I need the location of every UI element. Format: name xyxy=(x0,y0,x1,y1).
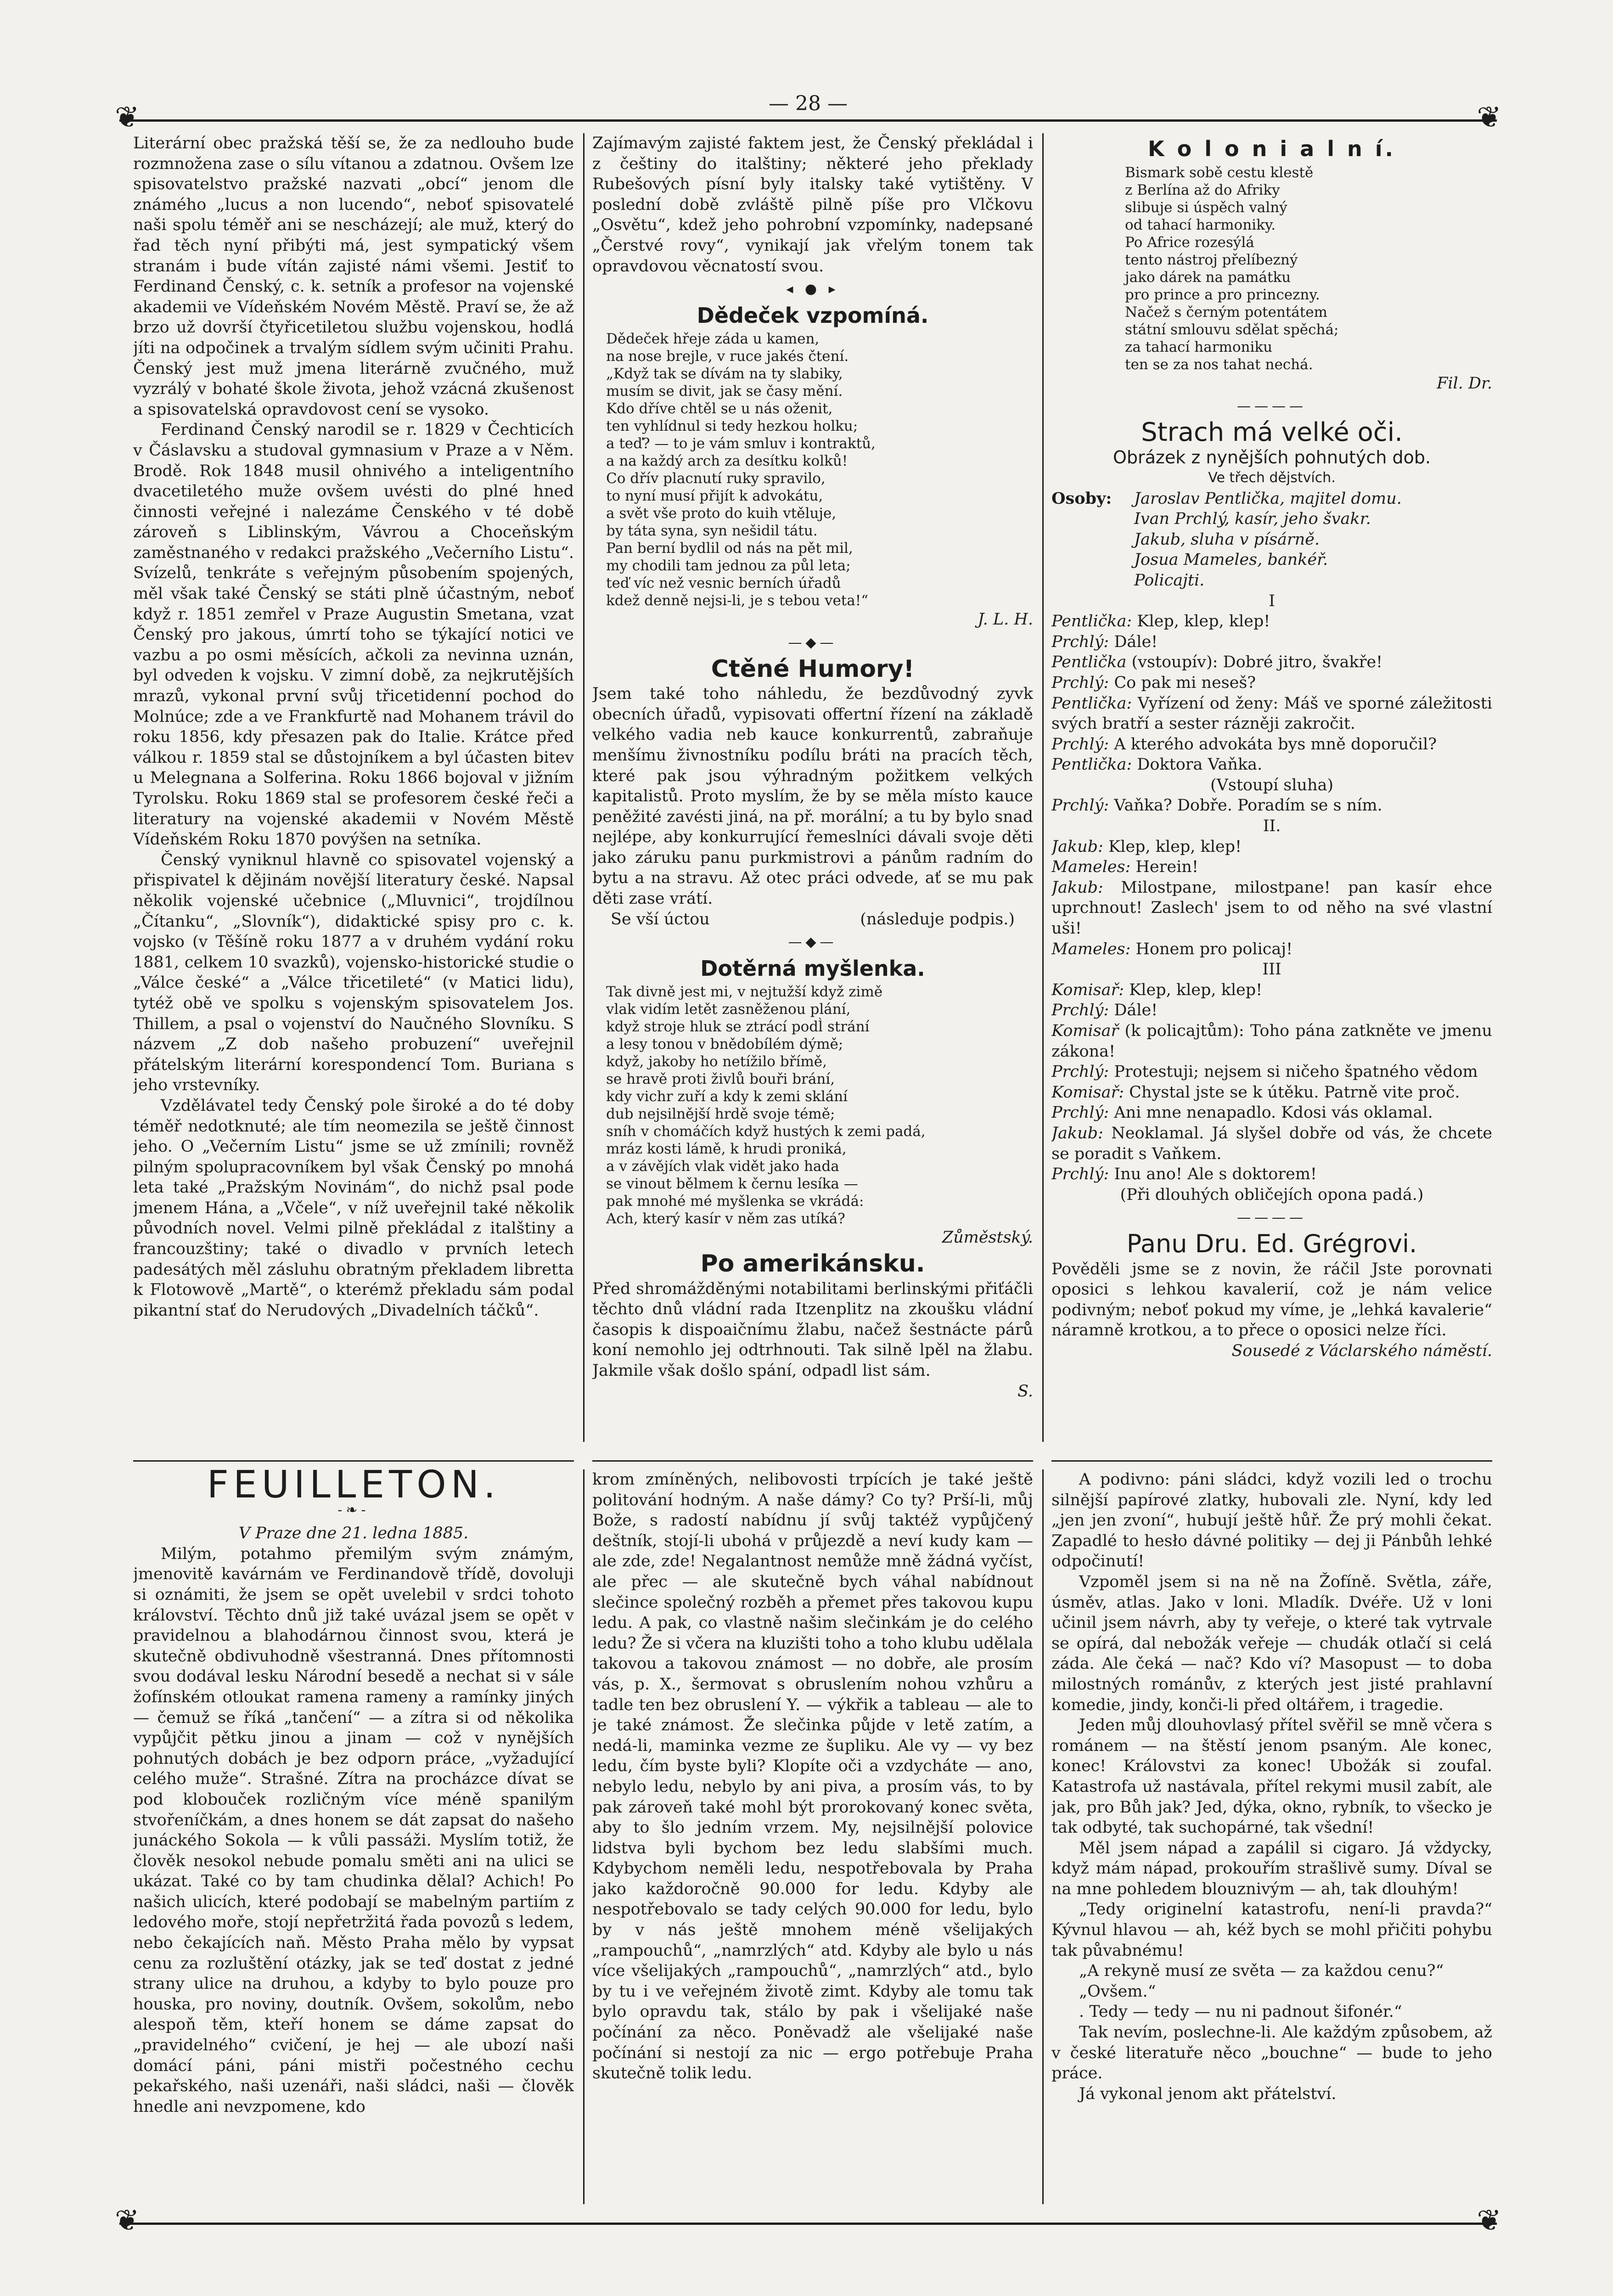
poem-title: K o l o n i a l n í. xyxy=(1147,136,1396,161)
speaker: Pentlička: xyxy=(1051,612,1132,631)
paragraph: Pověděli jsme se z novin, že ráčil Jste porovnati oposici s lehkou kavalerií, což je nám velice podivným; neboť pokud my víme, je „lehká kavalerie“ náramně krotkou, a to přece o oposici nelze říci. xyxy=(1051,1260,1492,1340)
act-number: III xyxy=(1262,960,1281,979)
poem-line: když, jakoby ho netížilo břímě, xyxy=(606,1053,827,1070)
poem-line: by táta syna, syn nešidil tátu. xyxy=(606,523,818,540)
column-divider xyxy=(583,133,585,1442)
speaker: Jakub: xyxy=(1051,1124,1103,1142)
act-number: I xyxy=(1269,591,1275,610)
speaker: Pentlička: xyxy=(1051,755,1132,774)
poem-line: kdy vichr zuří a kdy k zemi sklání xyxy=(606,1088,848,1105)
poem-line: se vinout bělmem k černu lesíka — xyxy=(606,1176,858,1193)
poem-line: a na každý arch za desítku kolků! xyxy=(606,453,848,470)
section-rule xyxy=(592,1460,1033,1462)
poem-line: ten se za nos tahat nechá. xyxy=(1125,356,1313,373)
line: Vaňka? Dobře. Poradím se s ním. xyxy=(1114,796,1383,815)
speaker: Mameles: xyxy=(1051,940,1131,958)
column-1 xyxy=(133,133,574,1456)
dialogue xyxy=(1051,837,1492,960)
line: (vstoupív): Dobré jitro, švakře! xyxy=(1131,653,1383,672)
poem-title: Dědeček vzpomíná. xyxy=(697,303,929,328)
paragraph: Já vykonal jenom akt přátelství. xyxy=(1079,2084,1337,2103)
section-title: Strach má velké oči. xyxy=(1141,417,1403,447)
poem-line: a svět vše proto do kuih vtěluje, xyxy=(606,505,837,522)
paragraph: Vzdělávatel tedy Čenský pole široké a do té doby téměř nedotknuté; ale tím neomezila se ještě činnost jeho. O „Večerním Listu“ jsme se už zmínili; rovněž pilným spolupracovníkem byl však Čenský po mnohá leta také „Pražským Novinám“, do nichž psal pode jmenem Hána, a „Včele“, v níž uveřejnil také několik původních novel. Velmi pilně překládal z italštiny a francouzštiny; také o divadlo v prvních letech padesátých měl zásluhu obratným překladem libretta k Flotowově „Martě“, o kterémž překladu sám podal pikantní stať do Nerudových „Divadelních táčků“. xyxy=(133,1096,574,1320)
poem-line: mráz kosti lámě, k hrudi proniká, xyxy=(606,1141,847,1158)
paragraph: A podivno: páni sládci, když vozili led o trochu silnější papírové zlatky, hubovali zle. Nyní, kdy led „jen jen zvoní“, hubují ještě hůř. Že prý mohli čekat. Zapadlé to hesło dávné politiky — dej ji Pánbůh lehké odpočinutí! xyxy=(1051,1470,1492,1571)
poem-line: kdež denně nejsi-li, je s tebou veta!“ xyxy=(606,592,869,609)
feuilleton-column xyxy=(133,1469,574,2213)
line: Ani mne nenapadlo. Kdosi vás oklamal. xyxy=(1114,1103,1433,1122)
paragraph: „Tedy originelní katastrofu, není-li pravda?“ Kývnul hlavou — ah, kéž bych se mohl přičiti pohybu tak půvabnému! xyxy=(1051,1900,1492,1960)
poem-line: musím se divit, jak se časy mění. xyxy=(606,383,843,400)
page-number: — 28 — xyxy=(769,92,848,115)
paragraph: Milým, potahmo přemilým svým známým, jmenovitě kavárnám ve Ferdinandově třídě, dovoluji si oznámiti, že jsem se opět uvelebil v srdci tohoto království. Těchto dnů již také uvázal jsem se opět v pravidelnou a blahodárnou činnost svou, která je skutečně obdivuhodně všestranná. Dnes přítomnosti svou dodával lesku Národní besedě a nechat si v sále žofínském otloukat ramena rameny a ramínky jiných — čemuž se říká „tančení“ — a zítra si od několika vypůjčit pětku jinou a jinam — což v nynějších pohnutých dobách je bez odporn práce, „vyžadující celého muže“. Strašné. Zítra na procházce dívat se pod klobouček rozličným více méně spanilým stvořeníčkám, a dnes honem se dát zapsat do našeho junáckého Sokola — k vůli passáži. Myslím totiž, že člověk nesokol nebude pomalu směti ani na ulici se ukázat. Také co by tam chudinka dělal? Achich! Po našich ulicích, které podobají se mabelným partiím z ledového moře, stojí nepřetržitá řada povozů s ledem, nebo čekajících naň. Město Praha mělo by vypsat cenu za rozluštění otázky, jak se teď dostat z jedné strany ulice na druhou, a kdyby to bylo pouze pro houska, pro noviny, doutník. Ovšem, sokolům, nebo alespoň těm, kteří honem se dáme zapsat do „pravidelného“ cvičení, je hej — ale ubozí naši domácí páni, páni mistři počestného cechu pekařského, naši uzenáři, naši sládci, naši — člověk hnedle ani nevzpomene, kdo xyxy=(133,1544,574,2116)
paragraph: . Tedy — tedy — nu ni padnout šifonér.“ xyxy=(1079,2003,1402,2021)
poem-line: Co dřív placnutí ruky spravilo, xyxy=(606,470,826,487)
poem-line: tento nástroj přelíbezný xyxy=(1125,251,1298,268)
speaker: Pentlička xyxy=(1051,653,1127,672)
poem-line: Tak divně jest mi, v nejtužší když zimě xyxy=(606,984,883,1001)
separator-icon: —◆— xyxy=(788,934,837,951)
newspaper-page xyxy=(115,83,1501,2268)
subtitle: Ve třech dějstvích. xyxy=(1208,469,1336,486)
separator-icon: ———— xyxy=(1237,398,1307,415)
line: Neoklamal. Já slyšel dobře od vás, že chcete se poradit s Vaňkem. xyxy=(1051,1124,1492,1163)
signature: Sousedé z Václarského náměstí. xyxy=(1231,1341,1492,1360)
speaker: Prchlý: xyxy=(1051,1063,1109,1081)
cast-member: Jakub, sluha v písárně. xyxy=(1134,530,1320,549)
paragraph: Před shromážděnými notabilitami berlinskými přiťáčli těchto dnů vládní rada Itzenplitz na zkoušku vládní časopis k dispoaičnímu žlabu, načež šestnácte párů koní nemohlo jej odtrhnouti. Tak silně lpěl na žlabu. Jakmile však došlo spání, odpadl list sám. xyxy=(592,1279,1033,1380)
dateline: V Praze dne 21. ledna 1885. xyxy=(238,1524,469,1543)
poem-line: to nyní musí přijít k advokátu, xyxy=(606,488,823,505)
right-ornament-icon: ❦ xyxy=(1477,101,1501,135)
paragraph: Jeden můj dlouhovlasý přítel svěřil se mně včera s románem — na štěstí jenom psaným. Ale konec, konec! Královstvi za konec! Ubožák si zoufal. Katastrofa už nastávala, přítel rekymi musil zabít, ale jak, pro Bůh jak? Jed, dýka, okno, rybník, to všecko je tak odbyté, tak suchopárné, tak všední! xyxy=(1051,1716,1492,1837)
line: Klep, klep, klep! xyxy=(1129,980,1263,999)
poem-line: pro prince a pro princezny. xyxy=(1125,286,1320,303)
poem-line: za tahací harmoniku xyxy=(1125,338,1273,355)
column-divider xyxy=(1042,1469,1044,2204)
section-rule xyxy=(133,1460,574,1462)
cast-label: Osoby: xyxy=(1051,489,1112,508)
speaker: Jakub: xyxy=(1051,878,1103,897)
section-rule xyxy=(1051,1460,1492,1462)
separator-icon: ◂ ● ▸ xyxy=(786,281,839,298)
speaker: Prchlý: xyxy=(1051,1103,1109,1122)
signature: Fil. Dr. xyxy=(1437,374,1492,393)
section-title: Panu Dru. Ed. Grégrovi. xyxy=(1126,1229,1417,1258)
poem-line: Načež s černým potentátem xyxy=(1125,304,1327,321)
poem-line: Pan berní bydlil od nás na pět mil, xyxy=(606,540,853,557)
poem-line: když stroje hluk se ztrácí podl̀ strání xyxy=(606,1019,870,1035)
cast-member: Josua Mameles, bankéř. xyxy=(1134,551,1328,569)
line: Vyřízení od ženy: Máš ve sporné záležitosti svých bratří a sester rázněji zakročit. xyxy=(1051,694,1492,733)
paragraph: Zajímavým zajisté faktem jest, že Čenský překládal i z češtiny do italštiny; některé jeho překlady Rubešových písní byly italsky také vytištěny. V poslední době zvláště pilně píše pro Vlčkovu „Osvětu“, kdež jeho pohrobní vzpomínky, nadepsané „Čerstvé rovy“, vynikají jak vřelým tonem tak opravdovou věcnatostí svou. xyxy=(592,134,1033,276)
paragraph: Tak nevím, poslechne-li. Ale každým způsobem, až v české literatuře něco „bouchne“ — bude to jeho práce. xyxy=(1051,2023,1492,2083)
dialogue xyxy=(1051,980,1492,1205)
line: Chystal jste se k útěku. Patrně vite proč. xyxy=(1129,1083,1460,1102)
line: Herein! xyxy=(1135,858,1198,877)
column-divider xyxy=(1042,133,1044,1442)
cast-member: Policajti. xyxy=(1134,571,1205,590)
subtitle: Obrázek z nynějších pohnutých dob. xyxy=(1113,447,1431,468)
act-number: II. xyxy=(1263,817,1281,836)
feuilleton-title: FEUILLETON. xyxy=(207,1469,500,1507)
poem-line: pak mnohé mé myšlenka se vkrádá: xyxy=(606,1193,864,1210)
left-ornament-icon: ❦ xyxy=(115,101,140,135)
section-title: Ctěné Humory! xyxy=(711,655,915,683)
paragraph: Ferdinand Čenský narodil se r. 1829 v Čechticích v Čáslavsku a studoval gymnasium v Praze a v Něm. Brodě. Rok 1848 musil ohnivého a inteligentního dvacetiletého muže ovšem uvésti do plné hned činnosti veřejné i nalezáme Čenského v té době zároveň s Liblinským, Vávrou a Choceňským zaměstnaného v redakci pražského „Večerního Listu“. Svízelů, tenkráte s veřejným působením spojených, měl však také Čenský se státi plně účastným, neboť když r. 1851 zemřel v Praze Augustin Smetana, vzat Čenský pro jakous, úmrtí toho se týkající notici ve vazbu a po osmi měsících, ačkoli za nevinna uznán, byl odveden k vojsku. V zimní době, za nejkrutějších mrazů, vykonal první svůj třicetidenní pochod do Molnúce; zde a ve Frankfurtě nad Mohanem trávil do roku 1856, kdy přesazen pak do Italie. Krátce před válkou r. 1859 stal se důstojníkem a byl účasten bitev u Melegnana a Solferina. Roku 1866 bojoval v jižním Tyrolsku. Roku 1869 stal se profesorem české řeči a literatury na vojenské akademii v Novém Městě Vídeňském Roku 1870 povýšen na setníka. xyxy=(133,421,574,849)
speaker: Prchlý: xyxy=(1051,796,1109,815)
poem-line: z Berlína až do Afriky xyxy=(1125,181,1280,198)
poem-line: Kdo dříve chtěl se u nás oženit, xyxy=(606,400,833,417)
stage-direction: (Při dlouhých obličejích opona padá.) xyxy=(1120,1185,1424,1204)
line: Klep, klep, klep! xyxy=(1108,837,1242,856)
poem-line: a lesy tonou v bnědobílém dýmě; xyxy=(606,1036,843,1053)
signature: J. L. H. xyxy=(978,610,1033,629)
paragraph: krom zmíněných, nelibovosti trpících je také ještě politování hodným. A naše dámy? Co ty? Prší-li, můj Bože, s radostí nabídnu jí svůj taktéž vypůjčený deštník, stojí-li ubohá v průjezdě a neví kudy kam — ale zde, zde! Negalantnost nemůže mně žádná vyčíst, ale přec — ale skutečně bych váhal nabídnout slečince společný rozběh a přemet přes takovou kupu ledu. A pak, co vlastně našim slečinkám je do celého ledu? Že si včera na kluzišti toho a toho klubu udělala takovou a takovou známost — no dobře, ale prosím vás, p. X., šermovat s obruslením nohou vzhůru a tadle ten bez obruslení Y. — výkřik a tableau — ale to je také známost. Že slečinka půjde v letě zatím, a nedá-li, maminka vezme ze šupliku. Ale vy — vy bez ledu, čím byste byli? Klopíte oči a vzdycháte — ano, nebylo ledu, nebylo by ani piva, a prosím vás, to by pak zároveň také mohl být prorokovaný konec světa, aby to šlo jedním vrzem. My, nejsilnější polovice lidstva byli bychom bez ledu slabšími much. Kdybychom neměli ledu, nespotřebovala by Praha jako každoročně 90.000 for ledu. Kdyby ale nespotřebovalo se tady celých 90.000 for ledu, bylo by v nás ještě mnohem méně všelijakých „rampouchů“, „namrzlých“ atd. Kdyby ale bylo u nás více všelijakých „rampouchů“, „namrzlých“ atd., bylo by tu i ve veřejném životě zimt. Kdyby ale tomu tak bylo opravdu tak, stálo by pak i všelijaké naše počínání za něco. Poněvadž ale všelijaké naše počínání si nestojí za nic — ergo potřebuje Praha skutečně tolik ledu. xyxy=(592,1470,1033,2083)
poem-line: Po Africe rozesýlá xyxy=(1125,234,1254,251)
signoff-left: Se vší úctou xyxy=(611,910,710,929)
poem-line: teď víc než vesnic berních úřadů xyxy=(606,575,841,592)
paragraph: Jsem také toho náhledu, že bezdůvodný zyvk obecních úřadů, vypisovati offertní řízení na základě velkého vadia neb kauce konkurrentů, zabraňuje menšímu živnostníku podílu bráti na pracích těch, které pak jsou výhradným požitkem velkých kapitalistů. Proto myslím, že by se měla místo kauce peněžité zavésti jiná, na př. morální; a tu by bylo snad nejlépe, aby konkurrující řemeslníci dávali svoje děti jako záruku panu purkmistrovi a pánům radním do bytu a na stravu. Až otec práci odvede, ať se mu pak děti zase vrátí. xyxy=(592,685,1033,908)
poem xyxy=(1051,164,1492,373)
signature: Zůměstský. xyxy=(942,1228,1033,1247)
signoff-right: (následuje podpis.) xyxy=(860,910,1015,929)
speaker: Prchlý: xyxy=(1051,673,1109,692)
section-title: Po amerikánsku. xyxy=(700,1250,925,1278)
paragraph: „A rekyně musí ze světa — za každou cenu?“ xyxy=(1079,1962,1444,1981)
column-3 xyxy=(1051,133,1492,1456)
speaker: Mameles: xyxy=(1051,858,1131,877)
poem-line: jako dárek na památku xyxy=(1125,269,1291,286)
column-2-continued xyxy=(592,1469,1033,2213)
poem-line: Dědeček hřeje záda u kamen, xyxy=(606,331,820,348)
bottom-rule xyxy=(119,2223,1497,2225)
paragraph: Čenský vyniknul hlavně co spisovatel vojenský a přispivatel k dějinám novější literatury české. Napsal několik vojenské učebnice („Mluvnici“, trojdílnou „Čítanku“, „Slovník“), didaktické spisy pro c. k. vojsko (v Těšíně roku 1877 a v druhém vydání roku 1881, celkem 10 svazků), vojensko-historické studie o „Válce české“ a „Válce třicetileté“ (v Matici lidu), tytéž obě ve spolku s vojenským spisovatelem Jos. Thillem, a psal o vojenství do Naučného Slovníku. S názvem „Z dob našeho probuzení“ uveřejnil přátelským literární korespondencí Tom. Buriana s jeho vrstevníky. xyxy=(133,850,574,1095)
poem-line: „Když tak se dívám na ty slabiky, xyxy=(606,366,843,383)
left-ornament-icon: ❦ xyxy=(115,2204,140,2238)
poem-line: Bismark sobě cestu klestě xyxy=(1125,164,1314,181)
poem-line: od tahací harmoniky. xyxy=(1125,216,1276,233)
paragraph: Vzpoměl jsem si na ně na Žofíně. Světla, záře, úsměv, atlas. Jako v loni. Mladík. Dvéře. Už v loni učinil jsem návrh, aby ty veřeje, o které tak vytrvale se opírá, dal nebožák veřeje — chudák otlačí si celá záda. Ale čeká — nač? Kdo ví? Masopust — to doba milostných románův, z kterých jest jisté prahlavní komedie, jindy, konči-li před oltářem, i tragedie. xyxy=(1051,1572,1492,1714)
poem-line: ten vyhlídnul si tedy hezkou holku; xyxy=(606,418,858,435)
poem-line: na nose brejle, v ruce jakés čtení. xyxy=(606,348,849,365)
poem-line: státní smlouvu sdělat spěchá; xyxy=(1125,321,1339,338)
speaker: Pentlička: xyxy=(1051,694,1132,713)
poem xyxy=(592,330,1033,609)
poem-line: my chodili tam jednou za půl leta; xyxy=(606,557,851,574)
line: Dále! xyxy=(1114,1001,1158,1020)
paragraph: Měl jsem nápad a zapálil si cigaro. Já vždycky, když mám nápad, prokouřím strašlivě sumy. Díval se na mne pohledem blouznivým — ah, tak dlouhým! xyxy=(1051,1839,1492,1898)
poem-line: vlak vidím letět zasněženou plání, xyxy=(606,1001,851,1018)
signoff xyxy=(592,909,1033,930)
dialogue xyxy=(1051,611,1492,816)
cast-member: Ivan Prchlý, kasír, jeho švakr. xyxy=(1134,510,1371,529)
column-2 xyxy=(592,133,1033,1456)
poem-line: a teď? — to je vám smluv i kontraktů, xyxy=(606,435,876,452)
feuilleton-ornament: -❧- xyxy=(337,1502,370,1518)
cast-list xyxy=(1051,489,1492,591)
separator-icon: —◆— xyxy=(788,634,837,651)
play xyxy=(1051,489,1492,1205)
signature: S. xyxy=(1017,1382,1033,1401)
line: Klep, klep, klep! xyxy=(1137,612,1270,631)
stage-direction: (Vstoupí sluha) xyxy=(1210,776,1334,794)
speaker: Prchlý: xyxy=(1051,632,1109,651)
line: Doktora Vaňka. xyxy=(1137,755,1263,774)
poem-line: dub nejsilnější hrdě svoje témě; xyxy=(606,1106,835,1123)
poem xyxy=(592,983,1033,1227)
speaker: Prchlý: xyxy=(1051,1165,1109,1184)
top-rule xyxy=(119,119,1497,122)
right-ornament-icon: ❦ xyxy=(1477,2204,1501,2238)
line: Co pak mi neseš? xyxy=(1114,673,1256,692)
speaker: Komisař: xyxy=(1051,1083,1124,1102)
line: (k policajtům): Toho pána zatkněte ve jmenu zákona! xyxy=(1051,1022,1492,1061)
speaker: Komisař xyxy=(1051,1022,1119,1040)
speaker: Prchlý: xyxy=(1051,1001,1109,1020)
line: Milostpane, milostpane! pan kasír ehce uprchnout! Zaslech' jsem to od něho na své vlastní uši! xyxy=(1051,878,1492,938)
line: Protestuji; nejsem si ničeho špatného vědom xyxy=(1114,1063,1478,1081)
poem-title: Dotěrná myšlenka. xyxy=(700,956,925,981)
poem-line: a v závějích vlak vidět jako hada xyxy=(606,1158,839,1175)
column-divider xyxy=(583,1469,585,2204)
poem-line: slibuje si úspěch valný xyxy=(1125,199,1287,216)
paragraph: „Ovšem.“ xyxy=(1079,1982,1156,2001)
separator-icon: ———— xyxy=(1237,1210,1307,1226)
line: Inu ano! Ale s doktorem! xyxy=(1114,1165,1317,1184)
cast-member: Jaroslav Pentlička, majitel domu. xyxy=(1134,489,1402,508)
speaker: Komisař: xyxy=(1051,980,1124,999)
column-3-continued xyxy=(1051,1469,1492,2213)
line: Dále! xyxy=(1114,632,1158,651)
line: A kterého advokáta bys mně doporučil? xyxy=(1114,735,1437,754)
poem-line: sníh v chomáčích když hustých k zemi padá, xyxy=(606,1123,926,1140)
speaker: Prchlý: xyxy=(1051,735,1109,754)
line: Honem pro policaj! xyxy=(1135,940,1293,958)
speaker: Jakub: xyxy=(1051,837,1103,856)
poem-line: se hravě proti živlů bouři brání, xyxy=(606,1071,835,1088)
paragraph: Literární obec pražská těší se, že za nedlouho bude rozmnožena zase o sílu vítanou a zdatnou. Ovšem lze spisovatelstvo pražské nazvati „obcí“ jenom dle známého „lucus a non lucendo“, neboť spisovatelé naši spolu téměř ani se nescházejí; ale muž, který do řad těch nyní přibýti má, jest sympatický všem stranám i bude vítán zajisté námi všemi. Jestiť to Ferdinand Čenský, c. k. setník a profesor na vojenské akademii ve Vídeňském Novém Městě. Praví se, že až brzo už dovrší čtyřicetiletou službu vojenskou, hodlá jíti na odpočinek a trvalým sídlem svým učiniti Prahu. Čenský jest muž jmena literárně zvučného, muž vyzrálý v bohaté škole života, jehož vzácná zkušenost a spisovatelská opravdovost cení se vysoko. xyxy=(133,134,574,419)
poem-line: Ach, který kasír v něm zas utíká? xyxy=(606,1210,845,1227)
